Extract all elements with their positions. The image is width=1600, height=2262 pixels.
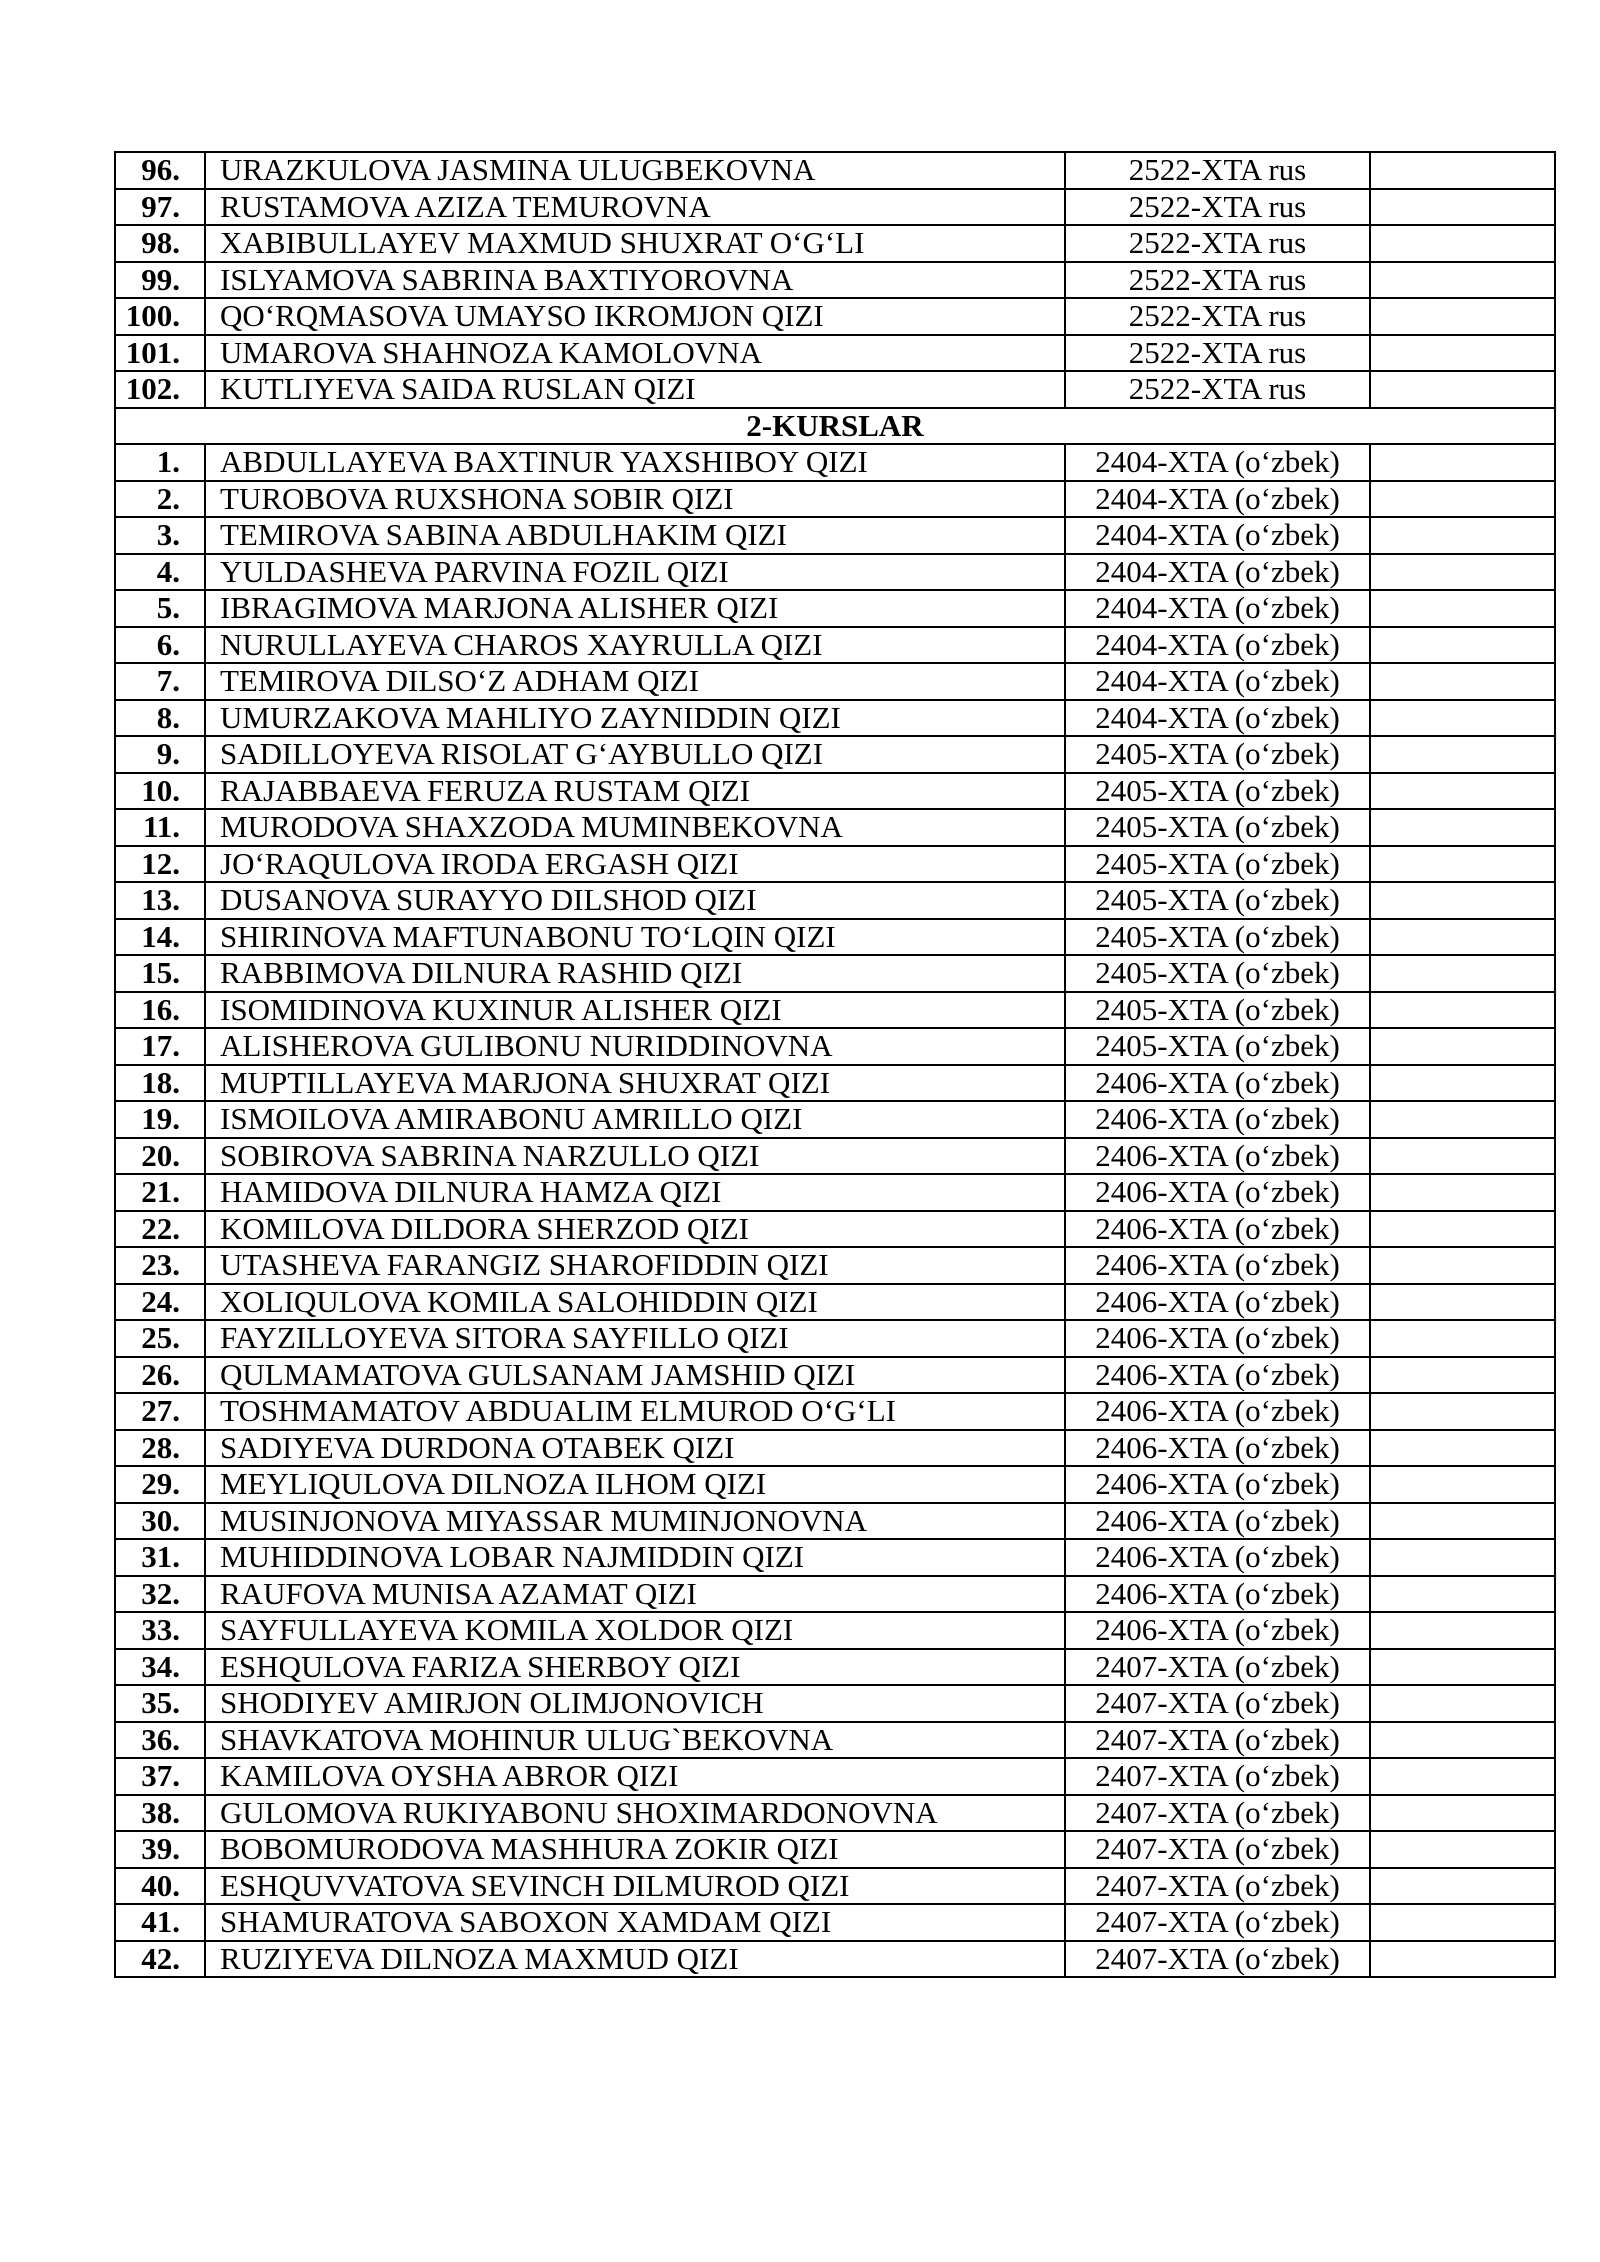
group-cell: 2405-XTA (o‘zbek) — [1065, 992, 1370, 1029]
note-cell — [1370, 517, 1555, 554]
note-cell — [1370, 1138, 1555, 1175]
note-cell — [1370, 846, 1555, 883]
table-row — [115, 1503, 1555, 1540]
table-row — [115, 1649, 1555, 1686]
table-row — [115, 1539, 1555, 1576]
student-name-cell: JO‘RAQULOVA IRODA ERGASH QIZI — [205, 846, 1065, 883]
student-name-cell: UMURZAKOVA MAHLIYO ZAYNIDDIN QIZI — [205, 700, 1065, 737]
row-number-cell: 28. — [115, 1430, 205, 1467]
note-cell — [1370, 1430, 1555, 1467]
row-number-cell: 1. — [115, 444, 205, 481]
note-cell — [1370, 298, 1555, 335]
student-name-cell: FAYZILLOYEVA SITORA SAYFILLO QIZI — [205, 1320, 1065, 1357]
group-cell: 2406-XTA (o‘zbek) — [1065, 1138, 1370, 1175]
group-cell: 2407-XTA (o‘zbek) — [1065, 1685, 1370, 1722]
group-cell: 2404-XTA (o‘zbek) — [1065, 627, 1370, 664]
student-name-cell: XABIBULLAYEV MAXMUD SHUXRAT O‘G‘LI — [205, 225, 1065, 262]
row-number-cell: 11. — [115, 809, 205, 846]
note-cell — [1370, 773, 1555, 810]
group-cell: 2404-XTA (o‘zbek) — [1065, 554, 1370, 591]
table-row — [115, 919, 1555, 956]
student-name-cell: MUSINJONOVA MIYASSAR MUMINJONOVNA — [205, 1503, 1065, 1540]
table-row — [115, 1138, 1555, 1175]
group-cell: 2405-XTA (o‘zbek) — [1065, 809, 1370, 846]
table-row — [115, 1357, 1555, 1394]
row-number-cell: 21. — [115, 1174, 205, 1211]
table-row — [115, 1795, 1555, 1832]
note-cell — [1370, 1758, 1555, 1795]
note-cell — [1370, 481, 1555, 518]
table-body — [115, 152, 1555, 1977]
student-name-cell: RAUFOVA MUNISA AZAMAT QIZI — [205, 1576, 1065, 1613]
note-cell — [1370, 1576, 1555, 1613]
group-cell: 2407-XTA (o‘zbek) — [1065, 1722, 1370, 1759]
row-number-cell: 5. — [115, 590, 205, 627]
table-row — [115, 1393, 1555, 1430]
student-name-cell: TEMIROVA DILSO‘Z ADHAM QIZI — [205, 663, 1065, 700]
table-row — [115, 1758, 1555, 1795]
group-cell: 2405-XTA (o‘zbek) — [1065, 955, 1370, 992]
note-cell — [1370, 663, 1555, 700]
group-cell: 2406-XTA (o‘zbek) — [1065, 1320, 1370, 1357]
group-cell: 2406-XTA (o‘zbek) — [1065, 1576, 1370, 1613]
student-name-cell: SHIRINOVA MAFTUNABONU TO‘LQIN QIZI — [205, 919, 1065, 956]
note-cell — [1370, 590, 1555, 627]
row-number-cell: 32. — [115, 1576, 205, 1613]
note-cell — [1370, 1357, 1555, 1394]
table-row — [115, 1320, 1555, 1357]
table-row — [115, 1101, 1555, 1138]
row-number-cell: 100. — [115, 298, 205, 335]
student-name-cell: URAZKULOVA JASMINA ULUGBEKOVNA — [205, 152, 1065, 189]
table-row — [115, 298, 1555, 335]
row-number-cell: 8. — [115, 700, 205, 737]
group-cell: 2406-XTA (o‘zbek) — [1065, 1211, 1370, 1248]
note-cell — [1370, 1685, 1555, 1722]
group-cell: 2406-XTA (o‘zbek) — [1065, 1357, 1370, 1394]
note-cell — [1370, 1065, 1555, 1102]
student-name-cell: NURULLAYEVA CHAROS XAYRULLA QIZI — [205, 627, 1065, 664]
note-cell — [1370, 1539, 1555, 1576]
note-cell — [1370, 1831, 1555, 1868]
row-number-cell: 37. — [115, 1758, 205, 1795]
student-name-cell: KOMILOVA DILDORA SHERZOD QIZI — [205, 1211, 1065, 1248]
note-cell — [1370, 1284, 1555, 1321]
student-name-cell: SADILLOYEVA RISOLAT G‘AYBULLO QIZI — [205, 736, 1065, 773]
student-name-cell: RAJABBAEVA FERUZA RUSTAM QIZI — [205, 773, 1065, 810]
table-row — [115, 736, 1555, 773]
note-cell — [1370, 444, 1555, 481]
table-row — [115, 1722, 1555, 1759]
group-cell: 2522-XTA rus — [1065, 298, 1370, 335]
group-cell: 2406-XTA (o‘zbek) — [1065, 1065, 1370, 1102]
group-cell: 2406-XTA (o‘zbek) — [1065, 1247, 1370, 1284]
student-name-cell: TUROBOVA RUXSHONA SOBIR QIZI — [205, 481, 1065, 518]
row-number-cell: 27. — [115, 1393, 205, 1430]
group-cell: 2404-XTA (o‘zbek) — [1065, 663, 1370, 700]
table-row — [115, 371, 1555, 408]
row-number-cell: 42. — [115, 1941, 205, 1978]
group-cell: 2407-XTA (o‘zbek) — [1065, 1831, 1370, 1868]
row-number-cell: 2. — [115, 481, 205, 518]
student-name-cell: ISMOILOVA AMIRABONU AMRILLO QIZI — [205, 1101, 1065, 1138]
row-number-cell: 34. — [115, 1649, 205, 1686]
note-cell — [1370, 736, 1555, 773]
student-name-cell: SAYFULLAYEVA KOMILA XOLDOR QIZI — [205, 1612, 1065, 1649]
row-number-cell: 10. — [115, 773, 205, 810]
row-number-cell: 99. — [115, 262, 205, 299]
row-number-cell: 24. — [115, 1284, 205, 1321]
group-cell: 2406-XTA (o‘zbek) — [1065, 1393, 1370, 1430]
row-number-cell: 9. — [115, 736, 205, 773]
section-header-row — [115, 408, 1555, 445]
note-cell — [1370, 809, 1555, 846]
group-cell: 2405-XTA (o‘zbek) — [1065, 919, 1370, 956]
student-name-cell: SHODIYEV AMIRJON OLIMJONOVICH — [205, 1685, 1065, 1722]
student-list-table — [114, 151, 1556, 1978]
group-cell: 2405-XTA (o‘zbek) — [1065, 736, 1370, 773]
note-cell — [1370, 152, 1555, 189]
table-row — [115, 517, 1555, 554]
row-number-cell: 39. — [115, 1831, 205, 1868]
group-cell: 2406-XTA (o‘zbek) — [1065, 1612, 1370, 1649]
student-name-cell: ESHQULOVA FARIZA SHERBOY QIZI — [205, 1649, 1065, 1686]
student-name-cell: UTASHEVA FARANGIZ SHAROFIDDIN QIZI — [205, 1247, 1065, 1284]
row-number-cell: 40. — [115, 1868, 205, 1905]
table-row — [115, 225, 1555, 262]
row-number-cell: 17. — [115, 1028, 205, 1065]
row-number-cell: 3. — [115, 517, 205, 554]
group-cell: 2404-XTA (o‘zbek) — [1065, 481, 1370, 518]
group-cell: 2404-XTA (o‘zbek) — [1065, 700, 1370, 737]
note-cell — [1370, 1466, 1555, 1503]
student-name-cell: ISLYAMOVA SABRINA BAXTIYOROVNA — [205, 262, 1065, 299]
student-name-cell: MEYLIQULOVA DILNOZA ILHOM QIZI — [205, 1466, 1065, 1503]
group-cell: 2407-XTA (o‘zbek) — [1065, 1868, 1370, 1905]
group-cell: 2407-XTA (o‘zbek) — [1065, 1904, 1370, 1941]
row-number-cell: 96. — [115, 152, 205, 189]
student-name-cell: MURODOVA SHAXZODA MUMINBEKOVNA — [205, 809, 1065, 846]
row-number-cell: 20. — [115, 1138, 205, 1175]
note-cell — [1370, 1393, 1555, 1430]
note-cell — [1370, 700, 1555, 737]
row-number-cell: 41. — [115, 1904, 205, 1941]
table-row — [115, 955, 1555, 992]
row-number-cell: 22. — [115, 1211, 205, 1248]
note-cell — [1370, 1612, 1555, 1649]
group-cell: 2522-XTA rus — [1065, 225, 1370, 262]
table-row — [115, 1247, 1555, 1284]
group-cell: 2406-XTA (o‘zbek) — [1065, 1503, 1370, 1540]
row-number-cell: 15. — [115, 955, 205, 992]
row-number-cell: 14. — [115, 919, 205, 956]
row-number-cell: 4. — [115, 554, 205, 591]
student-name-cell: XOLIQULOVA KOMILA SALOHIDDIN QIZI — [205, 1284, 1065, 1321]
note-cell — [1370, 1649, 1555, 1686]
student-name-cell: ESHQUVVATOVA SEVINCH DILMUROD QIZI — [205, 1868, 1065, 1905]
student-name-cell: RABBIMOVA DILNURA RASHID QIZI — [205, 955, 1065, 992]
note-cell — [1370, 1941, 1555, 1978]
row-number-cell: 26. — [115, 1357, 205, 1394]
note-cell — [1370, 1722, 1555, 1759]
student-name-cell: TOSHMAMATOV ABDUALIM ELMUROD O‘G‘LI — [205, 1393, 1065, 1430]
student-name-cell: ISOMIDINOVA KUXINUR ALISHER QIZI — [205, 992, 1065, 1029]
table-row — [115, 1831, 1555, 1868]
note-cell — [1370, 189, 1555, 226]
group-cell: 2522-XTA rus — [1065, 371, 1370, 408]
table-row — [115, 809, 1555, 846]
group-cell: 2406-XTA (o‘zbek) — [1065, 1466, 1370, 1503]
table-row — [115, 773, 1555, 810]
table-row — [115, 700, 1555, 737]
student-name-cell: RUZIYEVA DILNOZA MAXMUD QIZI — [205, 1941, 1065, 1978]
student-name-cell: MUHIDDINOVA LOBAR NAJMIDDIN QIZI — [205, 1539, 1065, 1576]
student-name-cell: IBRAGIMOVA MARJONA ALISHER QIZI — [205, 590, 1065, 627]
table-row — [115, 335, 1555, 372]
note-cell — [1370, 1868, 1555, 1905]
table-row — [115, 1904, 1555, 1941]
table-row — [115, 992, 1555, 1029]
student-name-cell: SOBIROVA SABRINA NARZULLO QIZI — [205, 1138, 1065, 1175]
table-row — [115, 1868, 1555, 1905]
group-cell: 2406-XTA (o‘zbek) — [1065, 1539, 1370, 1576]
group-cell: 2407-XTA (o‘zbek) — [1065, 1758, 1370, 1795]
section-title: 2-KURSLAR — [115, 408, 1555, 445]
group-cell: 2406-XTA (o‘zbek) — [1065, 1284, 1370, 1321]
table-row — [115, 1685, 1555, 1722]
table-row — [115, 1028, 1555, 1065]
row-number-cell: 30. — [115, 1503, 205, 1540]
note-cell — [1370, 1174, 1555, 1211]
table-row — [115, 481, 1555, 518]
table-row — [115, 152, 1555, 189]
note-cell — [1370, 992, 1555, 1029]
student-name-cell: SHAMURATOVA SABOXON XAMDAM QIZI — [205, 1904, 1065, 1941]
note-cell — [1370, 1028, 1555, 1065]
row-number-cell: 38. — [115, 1795, 205, 1832]
group-cell: 2404-XTA (o‘zbek) — [1065, 517, 1370, 554]
student-name-cell: KAMILOVA OYSHA ABROR QIZI — [205, 1758, 1065, 1795]
note-cell — [1370, 627, 1555, 664]
row-number-cell: 35. — [115, 1685, 205, 1722]
note-cell — [1370, 1101, 1555, 1138]
table-row — [115, 262, 1555, 299]
row-number-cell: 33. — [115, 1612, 205, 1649]
table-row — [115, 444, 1555, 481]
table-row — [115, 882, 1555, 919]
row-number-cell: 18. — [115, 1065, 205, 1102]
student-name-cell: QO‘RQMASOVA UMAYSO IKROMJON QIZI — [205, 298, 1065, 335]
student-name-cell: BOBOMURODOVA MASHHURA ZOKIR QIZI — [205, 1831, 1065, 1868]
table-row — [115, 1466, 1555, 1503]
table-row — [115, 1065, 1555, 1102]
row-number-cell: 101. — [115, 335, 205, 372]
row-number-cell: 19. — [115, 1101, 205, 1138]
student-name-cell: KUTLIYEVA SAIDA RUSLAN QIZI — [205, 371, 1065, 408]
student-name-cell: YULDASHEVA PARVINA FOZIL QIZI — [205, 554, 1065, 591]
group-cell: 2405-XTA (o‘zbek) — [1065, 882, 1370, 919]
group-cell: 2405-XTA (o‘zbek) — [1065, 846, 1370, 883]
student-name-cell: ALISHEROVA GULIBONU NURIDDINOVNA — [205, 1028, 1065, 1065]
note-cell — [1370, 1904, 1555, 1941]
note-cell — [1370, 554, 1555, 591]
note-cell — [1370, 882, 1555, 919]
row-number-cell: 97. — [115, 189, 205, 226]
table-row — [115, 1211, 1555, 1248]
row-number-cell: 25. — [115, 1320, 205, 1357]
note-cell — [1370, 919, 1555, 956]
group-cell: 2522-XTA rus — [1065, 152, 1370, 189]
group-cell: 2522-XTA rus — [1065, 262, 1370, 299]
student-name-cell: RUSTAMOVA AZIZA TEMUROVNA — [205, 189, 1065, 226]
table-row — [115, 1174, 1555, 1211]
row-number-cell: 31. — [115, 1539, 205, 1576]
table-row — [115, 1430, 1555, 1467]
group-cell: 2404-XTA (o‘zbek) — [1065, 444, 1370, 481]
row-number-cell: 13. — [115, 882, 205, 919]
note-cell — [1370, 1211, 1555, 1248]
table-row — [115, 1576, 1555, 1613]
row-number-cell: 98. — [115, 225, 205, 262]
group-cell: 2405-XTA (o‘zbek) — [1065, 773, 1370, 810]
student-name-cell: QULMAMATOVA GULSANAM JAMSHID QIZI — [205, 1357, 1065, 1394]
group-cell: 2522-XTA rus — [1065, 335, 1370, 372]
group-cell: 2407-XTA (o‘zbek) — [1065, 1795, 1370, 1832]
group-cell: 2406-XTA (o‘zbek) — [1065, 1174, 1370, 1211]
student-name-cell: HAMIDOVA DILNURA HAMZA QIZI — [205, 1174, 1065, 1211]
table-row — [115, 189, 1555, 226]
table-row — [115, 1612, 1555, 1649]
student-name-cell: TEMIROVA SABINA ABDULHAKIM QIZI — [205, 517, 1065, 554]
group-cell: 2406-XTA (o‘zbek) — [1065, 1101, 1370, 1138]
note-cell — [1370, 955, 1555, 992]
student-name-cell: ABDULLAYEVA BAXTINUR YAXSHIBOY QIZI — [205, 444, 1065, 481]
row-number-cell: 7. — [115, 663, 205, 700]
group-cell: 2405-XTA (o‘zbek) — [1065, 1028, 1370, 1065]
table-row — [115, 663, 1555, 700]
note-cell — [1370, 1503, 1555, 1540]
row-number-cell: 102. — [115, 371, 205, 408]
table-row — [115, 1941, 1555, 1978]
note-cell — [1370, 1320, 1555, 1357]
student-name-cell: SADIYEVA DURDONA OTABEK QIZI — [205, 1430, 1065, 1467]
student-name-cell: UMAROVA SHAHNOZA KAMOLOVNA — [205, 335, 1065, 372]
note-cell — [1370, 225, 1555, 262]
table-row — [115, 846, 1555, 883]
row-number-cell: 29. — [115, 1466, 205, 1503]
table-row — [115, 590, 1555, 627]
student-name-cell: SHAVKATOVA MOHINUR ULUG`BEKOVNA — [205, 1722, 1065, 1759]
row-number-cell: 36. — [115, 1722, 205, 1759]
row-number-cell: 12. — [115, 846, 205, 883]
note-cell — [1370, 1247, 1555, 1284]
table-row — [115, 627, 1555, 664]
note-cell — [1370, 335, 1555, 372]
note-cell — [1370, 371, 1555, 408]
table-row — [115, 1284, 1555, 1321]
group-cell: 2404-XTA (o‘zbek) — [1065, 590, 1370, 627]
group-cell: 2407-XTA (o‘zbek) — [1065, 1941, 1370, 1978]
note-cell — [1370, 1795, 1555, 1832]
student-name-cell: GULOMOVA RUKIYABONU SHOXIMARDONOVNA — [205, 1795, 1065, 1832]
row-number-cell: 16. — [115, 992, 205, 1029]
row-number-cell: 6. — [115, 627, 205, 664]
student-name-cell: DUSANOVA SURAYYO DILSHOD QIZI — [205, 882, 1065, 919]
group-cell: 2522-XTA rus — [1065, 189, 1370, 226]
table-row — [115, 554, 1555, 591]
note-cell — [1370, 262, 1555, 299]
group-cell: 2406-XTA (o‘zbek) — [1065, 1430, 1370, 1467]
group-cell: 2407-XTA (o‘zbek) — [1065, 1649, 1370, 1686]
row-number-cell: 23. — [115, 1247, 205, 1284]
student-name-cell: MUPTILLAYEVA MARJONA SHUXRAT QIZI — [205, 1065, 1065, 1102]
